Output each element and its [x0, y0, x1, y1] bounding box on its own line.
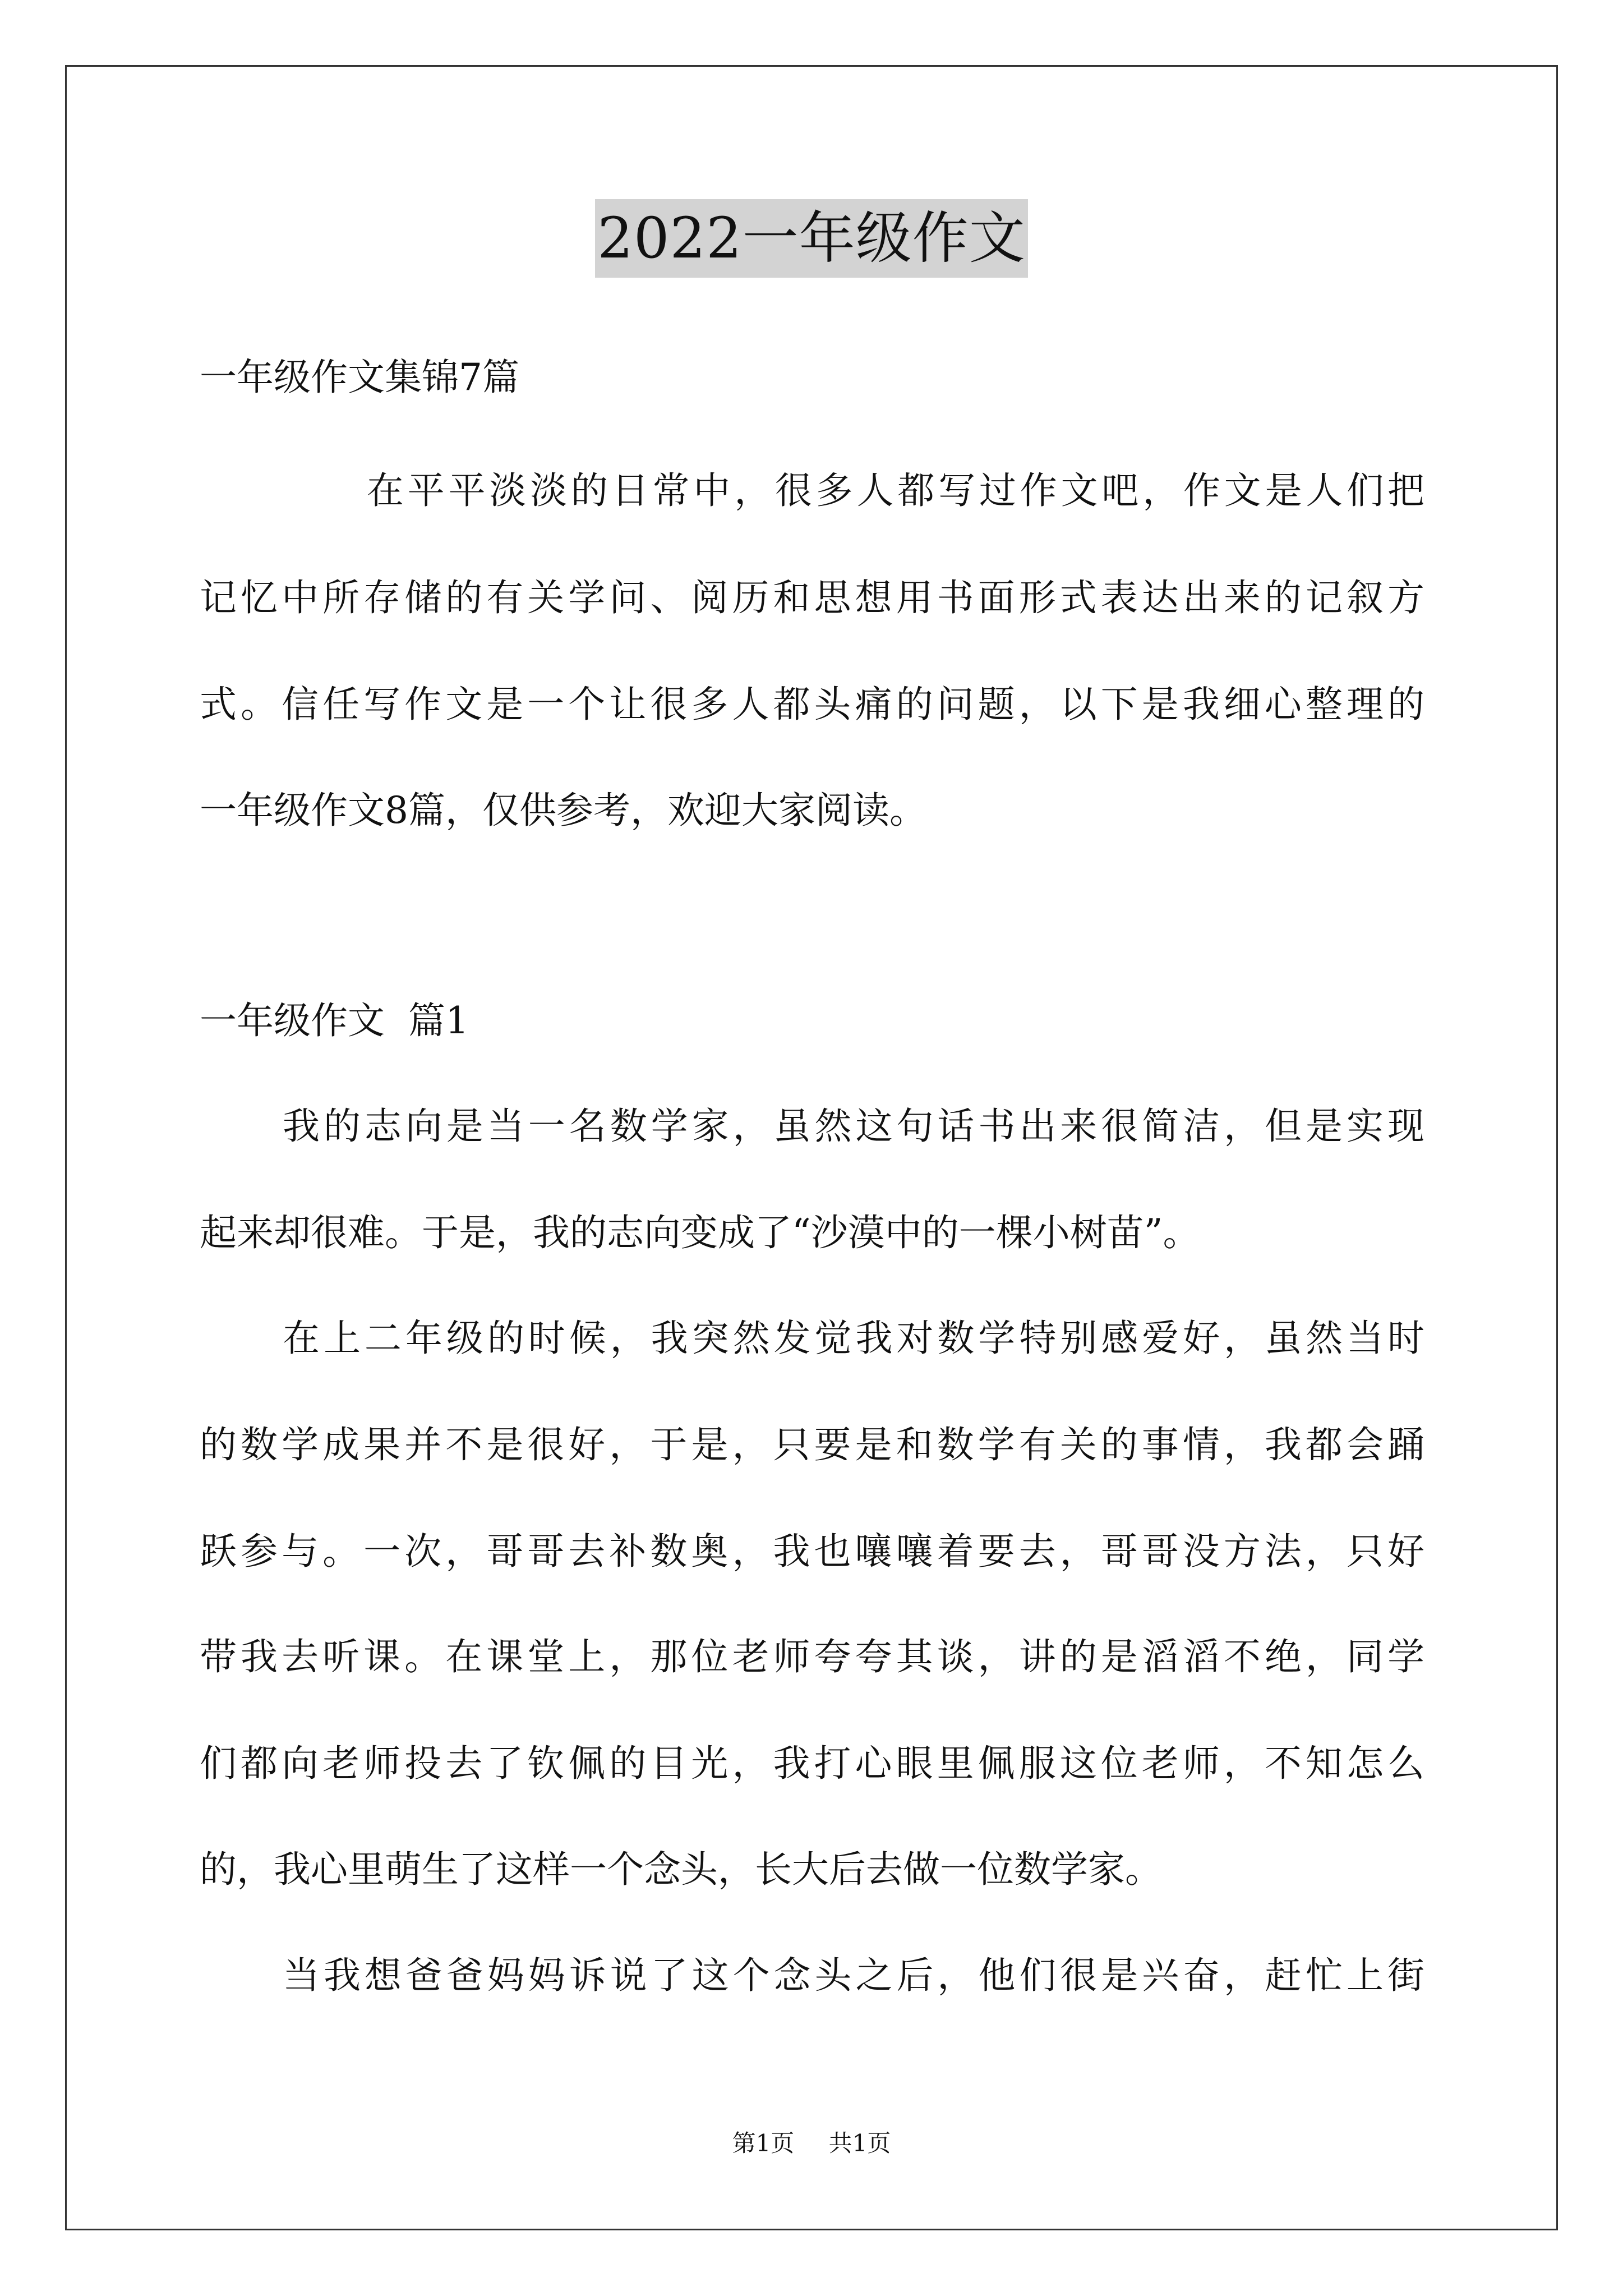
page-footer: [0, 2128, 1623, 2159]
section-heading: 一年级作文 篇1: [200, 999, 469, 1042]
collection-heading: 一年级作文集锦7篇: [200, 356, 519, 399]
paragraph-line: 在上二年级的时候，我突然发觉我对数学特别感爱好，虽然当时: [283, 1317, 1424, 1360]
intro-line: 一年级作文8篇，仅供参考，欢迎大家阅读。: [200, 789, 926, 832]
paragraph-line: 跃参与。一次，哥哥去补数奥，我也嚷嚷着要去，哥哥没方法，只好: [200, 1530, 1424, 1573]
intro-line: 式。信任写作文是一个让很多人都头痛的问题，以下是我细心整理的: [200, 683, 1424, 726]
paragraph-line: 的数学成果并不是很好，于是，只要是和数学有关的事情，我都会踊: [200, 1423, 1424, 1466]
title-container: [0, 199, 1623, 278]
paragraph-line: 带我去听课。在课堂上，那位老师夸夸其谈，讲的是滔滔不绝，同学: [200, 1635, 1424, 1678]
page-number: 第1页: [732, 2129, 795, 2157]
intro-line: 在平平淡淡的日常中，很多人都写过作文吧，作文是人们把: [367, 469, 1424, 512]
paragraph-line: 当我想爸爸妈妈诉说了这个念头之后，他们很是兴奋，赶忙上街: [283, 1954, 1424, 1997]
paragraph-line: 我的志向是当一名数学家，虽然这句话书出来很简洁，但是实现: [283, 1105, 1424, 1148]
paragraph-line: 的，我心里萌生了这样一个念头，长大后去做一位数学家。: [200, 1848, 1162, 1891]
document-title: 2022一年级作文: [595, 199, 1028, 278]
paragraph-line: 们都向老师投去了钦佩的目光，我打心眼里佩服这位老师，不知怎么: [200, 1742, 1424, 1785]
page-total: 共1页: [828, 2129, 891, 2157]
intro-line: 记忆中所存储的有关学问、阅历和思想用书面形式表达出来的记叙方: [200, 576, 1424, 619]
paragraph-line: 起来却很难。于是，我的志向变成了“沙漠中的一棵小树苗”。: [200, 1211, 1200, 1254]
